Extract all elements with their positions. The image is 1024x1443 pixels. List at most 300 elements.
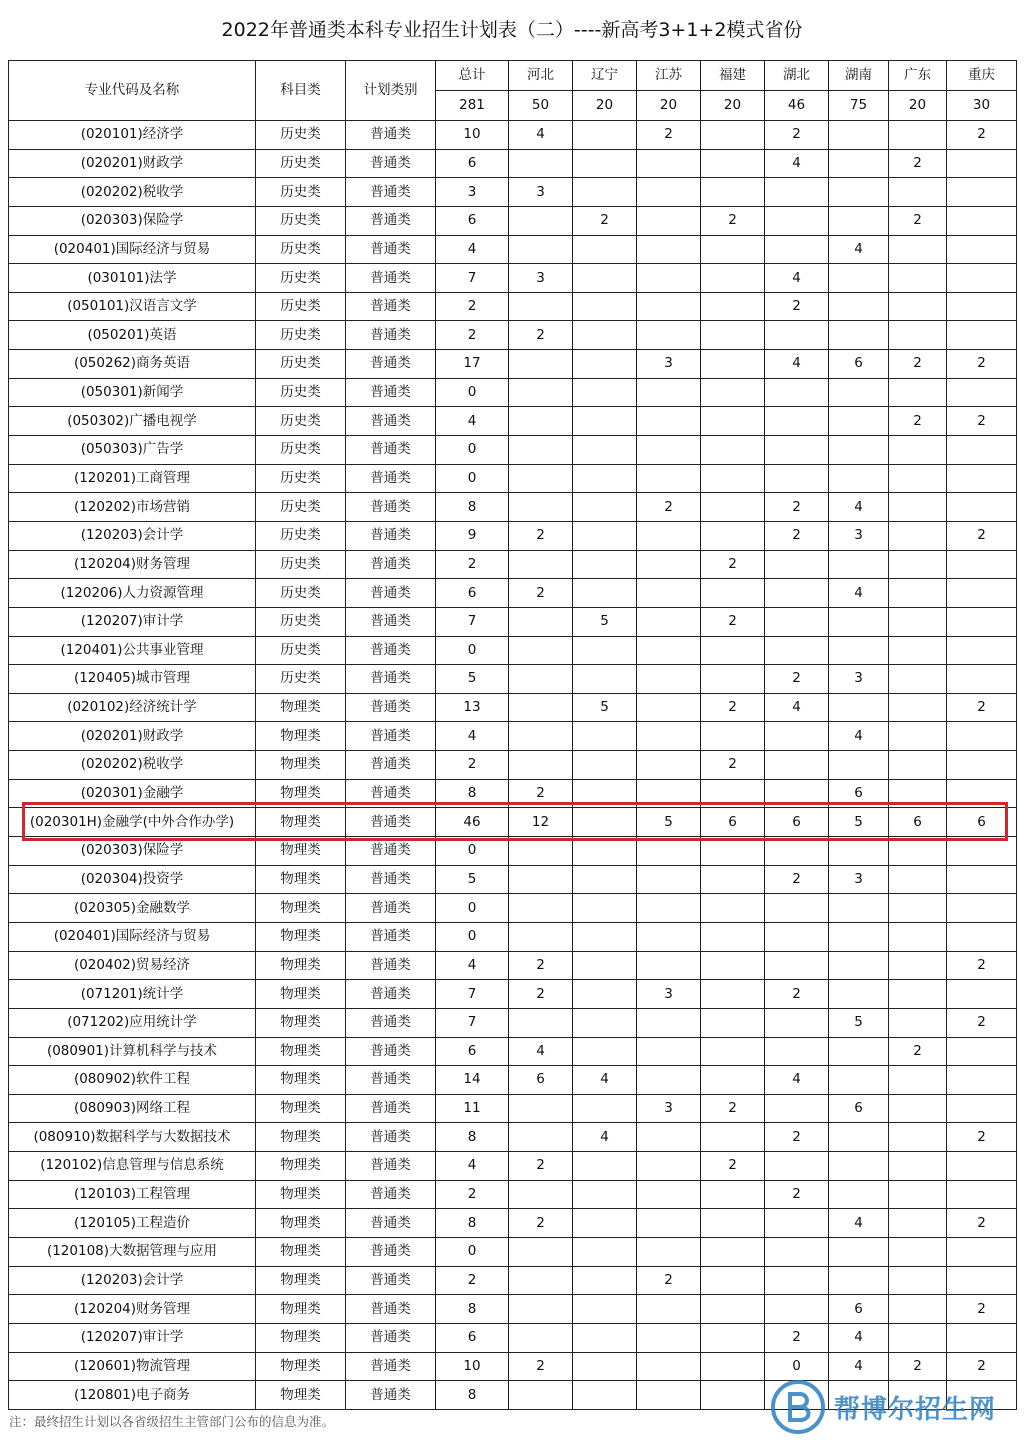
header-total: 30 (947, 91, 1017, 121)
table-cell (637, 550, 701, 579)
table-cell: (080902)软件工程 (9, 1066, 256, 1095)
table-cell (765, 378, 829, 407)
table-cell: 6 (829, 1295, 889, 1324)
table-row (9, 321, 1017, 350)
table-row (9, 1266, 1017, 1295)
table-cell (509, 865, 573, 894)
table-row (9, 579, 1017, 608)
table-cell: 历史类 (256, 121, 346, 150)
header-subject: 科目类 (256, 61, 346, 121)
table-cell: 普通类 (346, 464, 436, 493)
table-cell: 物理类 (256, 1295, 346, 1324)
table-cell (509, 1381, 573, 1410)
header-province: 江苏 (637, 61, 701, 91)
table-cell: 2 (947, 407, 1017, 436)
table-cell (701, 951, 765, 980)
table-cell (889, 722, 947, 751)
table-cell: 历史类 (256, 206, 346, 235)
table-cell: 5 (829, 808, 889, 837)
table-cell (509, 1180, 573, 1209)
header-total: 20 (701, 91, 765, 121)
table-cell: 历史类 (256, 235, 346, 264)
table-cell (889, 550, 947, 579)
table-cell: 普通类 (346, 1209, 436, 1238)
table-cell (509, 751, 573, 780)
page-title: 2022年普通类本科专业招生计划表（二）----新高考3+1+2模式省份 (221, 19, 803, 41)
table-row (9, 951, 1017, 980)
table-cell (765, 1008, 829, 1037)
table-cell (509, 636, 573, 665)
table-cell (701, 521, 765, 550)
table-row (9, 1037, 1017, 1066)
table-cell (701, 865, 765, 894)
table-cell (701, 1008, 765, 1037)
table-cell: 历史类 (256, 264, 346, 293)
table-cell (701, 894, 765, 923)
table-cell (573, 292, 637, 321)
table-cell: 普通类 (346, 1352, 436, 1381)
table-cell: 历史类 (256, 464, 346, 493)
table-cell (701, 321, 765, 350)
table-cell: (020102)经济统计学 (9, 693, 256, 722)
table-cell (701, 1266, 765, 1295)
table-cell: 历史类 (256, 521, 346, 550)
table-cell: 物理类 (256, 922, 346, 951)
table-row (9, 636, 1017, 665)
table-cell (829, 1152, 889, 1181)
table-cell: 普通类 (346, 951, 436, 980)
table-cell (573, 1237, 637, 1266)
table-cell (765, 894, 829, 923)
table-cell (637, 464, 701, 493)
table-cell (637, 1180, 701, 1209)
table-cell (829, 693, 889, 722)
table-cell (947, 493, 1017, 522)
table-cell: 普通类 (346, 607, 436, 636)
table-cell (829, 206, 889, 235)
table-cell: 物理类 (256, 980, 346, 1009)
table-cell: 2 (637, 1266, 701, 1295)
table-cell (701, 493, 765, 522)
table-cell: 普通类 (346, 1152, 436, 1181)
table-cell (829, 378, 889, 407)
table-cell: 2 (765, 865, 829, 894)
table-cell: 0 (765, 1352, 829, 1381)
table-cell (829, 894, 889, 923)
table-cell: (020301)金融学 (9, 779, 256, 808)
table-cell: 5 (436, 865, 509, 894)
table-cell (573, 665, 637, 694)
table-cell: 4 (436, 407, 509, 436)
table-cell (947, 321, 1017, 350)
table-cell (701, 1180, 765, 1209)
table-cell (637, 779, 701, 808)
table-cell: 4 (573, 1066, 637, 1095)
table-cell (701, 1381, 765, 1410)
table-cell (765, 550, 829, 579)
table-cell (573, 894, 637, 923)
table-row (9, 178, 1017, 207)
table-cell: 历史类 (256, 607, 346, 636)
table-cell (573, 1266, 637, 1295)
table-cell: (020304)投资学 (9, 865, 256, 894)
table-cell: (020202)税收学 (9, 751, 256, 780)
header-total: 20 (573, 91, 637, 121)
table-cell: 物理类 (256, 837, 346, 866)
table-cell: 物理类 (256, 865, 346, 894)
table-cell: 10 (436, 1352, 509, 1381)
table-cell: 2 (436, 1180, 509, 1209)
table-cell: 6 (436, 206, 509, 235)
table-cell (947, 1037, 1017, 1066)
table-cell (509, 350, 573, 379)
table-cell: 物理类 (256, 808, 346, 837)
table-cell (509, 436, 573, 465)
header-province: 福建 (701, 61, 765, 91)
table-cell (637, 378, 701, 407)
table-cell: 4 (829, 493, 889, 522)
table-row-highlighted (9, 808, 1017, 837)
table-cell: 普通类 (346, 1295, 436, 1324)
table-cell (765, 1094, 829, 1123)
table-cell (889, 607, 947, 636)
table-cell: 2 (573, 206, 637, 235)
table-cell: (080901)计算机科学与技术 (9, 1037, 256, 1066)
table-cell: 普通类 (346, 779, 436, 808)
table-cell (637, 1323, 701, 1352)
table-cell: 2 (509, 1209, 573, 1238)
table-cell: (020201)财政学 (9, 722, 256, 751)
table-cell: 2 (947, 1123, 1017, 1152)
table-cell (701, 178, 765, 207)
table-cell: 2 (765, 1123, 829, 1152)
table-cell: 6 (889, 808, 947, 837)
table-cell (765, 779, 829, 808)
table-row (9, 1209, 1017, 1238)
table-cell (509, 292, 573, 321)
table-cell (573, 1037, 637, 1066)
table-cell: 2 (637, 121, 701, 150)
table-cell: 4 (765, 149, 829, 178)
table-cell: 2 (765, 493, 829, 522)
table-cell: (050201)英语 (9, 321, 256, 350)
table-row (9, 779, 1017, 808)
table-cell (573, 1295, 637, 1324)
table-cell: 2 (765, 980, 829, 1009)
enrollment-plan-table (8, 60, 1017, 1410)
table-row (9, 665, 1017, 694)
table-cell (637, 149, 701, 178)
table-cell (637, 951, 701, 980)
table-cell (947, 1094, 1017, 1123)
table-cell: 8 (436, 1209, 509, 1238)
table-cell (889, 1066, 947, 1095)
table-cell: 4 (829, 1352, 889, 1381)
table-cell: 2 (947, 951, 1017, 980)
table-cell: (120204)财务管理 (9, 550, 256, 579)
table-cell (573, 980, 637, 1009)
table-cell: 12 (509, 808, 573, 837)
table-cell (573, 922, 637, 951)
table-cell (765, 922, 829, 951)
table-cell (637, 321, 701, 350)
table-cell (829, 178, 889, 207)
table-row (9, 550, 1017, 579)
table-cell: 2 (947, 1295, 1017, 1324)
table-cell (829, 1266, 889, 1295)
table-cell: 4 (436, 722, 509, 751)
table-cell: 普通类 (346, 321, 436, 350)
table-cell: 0 (436, 837, 509, 866)
table-cell (509, 1266, 573, 1295)
table-cell: (030101)法学 (9, 264, 256, 293)
table-cell (889, 1323, 947, 1352)
table-cell: 13 (436, 693, 509, 722)
table-cell (573, 1008, 637, 1037)
table-cell (509, 837, 573, 866)
table-row (9, 1008, 1017, 1037)
table-cell (509, 1123, 573, 1152)
table-cell: 物理类 (256, 751, 346, 780)
table-cell: 0 (436, 464, 509, 493)
table-cell: 4 (436, 1152, 509, 1181)
table-row (9, 865, 1017, 894)
table-cell (829, 149, 889, 178)
table-cell (889, 178, 947, 207)
table-cell (889, 292, 947, 321)
table-cell (947, 665, 1017, 694)
table-cell (573, 121, 637, 150)
table-cell: 2 (436, 751, 509, 780)
table-cell: 历史类 (256, 178, 346, 207)
table-row (9, 264, 1017, 293)
table-cell: 2 (947, 693, 1017, 722)
table-cell (637, 292, 701, 321)
table-cell (889, 264, 947, 293)
table-cell: 8 (436, 1123, 509, 1152)
table-cell (509, 378, 573, 407)
table-cell (889, 235, 947, 264)
table-cell (829, 922, 889, 951)
table-cell (573, 779, 637, 808)
table-row (9, 436, 1017, 465)
table-cell: 普通类 (346, 1323, 436, 1352)
table-cell: 2 (436, 292, 509, 321)
table-cell (829, 464, 889, 493)
table-cell (637, 1237, 701, 1266)
table-cell (889, 1094, 947, 1123)
table-cell: 3 (637, 980, 701, 1009)
table-cell: 10 (436, 121, 509, 150)
table-cell (947, 436, 1017, 465)
table-cell: (120601)物流管理 (9, 1352, 256, 1381)
table-cell (765, 1037, 829, 1066)
table-cell: 2 (701, 607, 765, 636)
table-row (9, 149, 1017, 178)
table-cell (765, 206, 829, 235)
table-cell: 0 (436, 378, 509, 407)
table-cell: 3 (509, 178, 573, 207)
table-cell (637, 1123, 701, 1152)
table-cell: 2 (947, 121, 1017, 150)
table-cell (829, 292, 889, 321)
table-cell: 普通类 (346, 1381, 436, 1410)
table-cell: 普通类 (346, 493, 436, 522)
table-cell (947, 722, 1017, 751)
table-cell (829, 951, 889, 980)
table-cell: 2 (701, 206, 765, 235)
table-cell: 2 (889, 1037, 947, 1066)
header-province: 湖北 (765, 61, 829, 91)
table-cell: 4 (509, 1037, 573, 1066)
table-cell (889, 579, 947, 608)
table-cell: (080910)数据科学与大数据技术 (9, 1123, 256, 1152)
table-cell: 2 (889, 350, 947, 379)
table-cell (573, 808, 637, 837)
table-cell (701, 436, 765, 465)
table-cell: 普通类 (346, 407, 436, 436)
table-cell (573, 436, 637, 465)
table-cell: 2 (947, 521, 1017, 550)
table-cell (637, 722, 701, 751)
table-cell (637, 1066, 701, 1095)
table-cell (573, 407, 637, 436)
table-cell: 4 (436, 951, 509, 980)
table-cell: 2 (701, 751, 765, 780)
table-cell: 3 (436, 178, 509, 207)
table-row (9, 693, 1017, 722)
table-cell: 2 (765, 1180, 829, 1209)
table-cell: 5 (573, 607, 637, 636)
table-cell (889, 1266, 947, 1295)
table-cell (947, 378, 1017, 407)
table-cell: (120206)人力资源管理 (9, 579, 256, 608)
table-cell (573, 1152, 637, 1181)
table-cell: 2 (765, 521, 829, 550)
table-cell (509, 493, 573, 522)
table-cell (701, 1352, 765, 1381)
table-cell (701, 665, 765, 694)
table-row (9, 980, 1017, 1009)
table-cell: 2 (436, 1266, 509, 1295)
table-cell: 4 (829, 1209, 889, 1238)
table-cell: 历史类 (256, 149, 346, 178)
table-cell: 普通类 (346, 693, 436, 722)
table-cell (509, 149, 573, 178)
table-cell (509, 1295, 573, 1324)
table-cell (573, 321, 637, 350)
table-cell: (120102)信息管理与信息系统 (9, 1152, 256, 1181)
table-cell (889, 1123, 947, 1152)
header-total: 20 (889, 91, 947, 121)
table-cell: (120204)财务管理 (9, 1295, 256, 1324)
table-cell: 2 (765, 665, 829, 694)
table-cell: 2 (947, 1352, 1017, 1381)
table-cell (889, 321, 947, 350)
table-cell (765, 722, 829, 751)
table-row (9, 1123, 1017, 1152)
table-cell: (071202)应用统计学 (9, 1008, 256, 1037)
table-cell: 6 (436, 1323, 509, 1352)
table-cell: 物理类 (256, 951, 346, 980)
table-cell: 物理类 (256, 1323, 346, 1352)
table-cell: 6 (765, 808, 829, 837)
table-cell: (120201)工商管理 (9, 464, 256, 493)
watermark (770, 1375, 1020, 1439)
table-cell (637, 178, 701, 207)
table-row (9, 407, 1017, 436)
table-cell: (020401)国际经济与贸易 (9, 235, 256, 264)
table-cell: (020201)财政学 (9, 149, 256, 178)
table-cell: 5 (637, 808, 701, 837)
table-cell: 7 (436, 264, 509, 293)
table-cell (889, 436, 947, 465)
table-cell (947, 550, 1017, 579)
table-cell: 0 (436, 1237, 509, 1266)
table-cell: 普通类 (346, 121, 436, 150)
header-plan-type: 计划类别 (346, 61, 436, 121)
table-cell (573, 378, 637, 407)
table-cell: 历史类 (256, 292, 346, 321)
table-row (9, 922, 1017, 951)
table-cell (701, 779, 765, 808)
table-cell (637, 1295, 701, 1324)
table-cell: 5 (829, 1008, 889, 1037)
table-cell: 4 (765, 350, 829, 379)
table-cell: (120401)公共事业管理 (9, 636, 256, 665)
table-row (9, 292, 1017, 321)
table-cell: 8 (436, 1295, 509, 1324)
table-cell: 6 (701, 808, 765, 837)
table-cell (637, 865, 701, 894)
table-cell (573, 951, 637, 980)
table-cell (829, 1037, 889, 1066)
table-cell (947, 894, 1017, 923)
table-cell: 普通类 (346, 264, 436, 293)
table-cell (637, 264, 701, 293)
table-cell: 14 (436, 1066, 509, 1095)
table-cell (701, 464, 765, 493)
table-cell: 4 (509, 121, 573, 150)
table-cell: (071201)统计学 (9, 980, 256, 1009)
table-cell: 0 (436, 636, 509, 665)
table-cell: 历史类 (256, 665, 346, 694)
table-cell (829, 980, 889, 1009)
table-cell: 普通类 (346, 350, 436, 379)
table-cell (637, 1381, 701, 1410)
table-cell: 普通类 (346, 894, 436, 923)
table-cell (765, 464, 829, 493)
table-cell (947, 464, 1017, 493)
table-cell: 物理类 (256, 1266, 346, 1295)
table-cell (573, 1209, 637, 1238)
table-cell (573, 1323, 637, 1352)
table-cell (765, 951, 829, 980)
table-cell: 6 (436, 1037, 509, 1066)
table-cell: 4 (829, 1323, 889, 1352)
table-cell (701, 722, 765, 751)
table-cell: 3 (829, 665, 889, 694)
table-cell: 普通类 (346, 1037, 436, 1066)
table-cell: 2 (889, 206, 947, 235)
table-cell (947, 922, 1017, 951)
table-cell (637, 235, 701, 264)
table-cell: 物理类 (256, 1066, 346, 1095)
table-cell: 普通类 (346, 922, 436, 951)
table-cell (509, 407, 573, 436)
table-cell (509, 722, 573, 751)
header-province: 辽宁 (573, 61, 637, 91)
